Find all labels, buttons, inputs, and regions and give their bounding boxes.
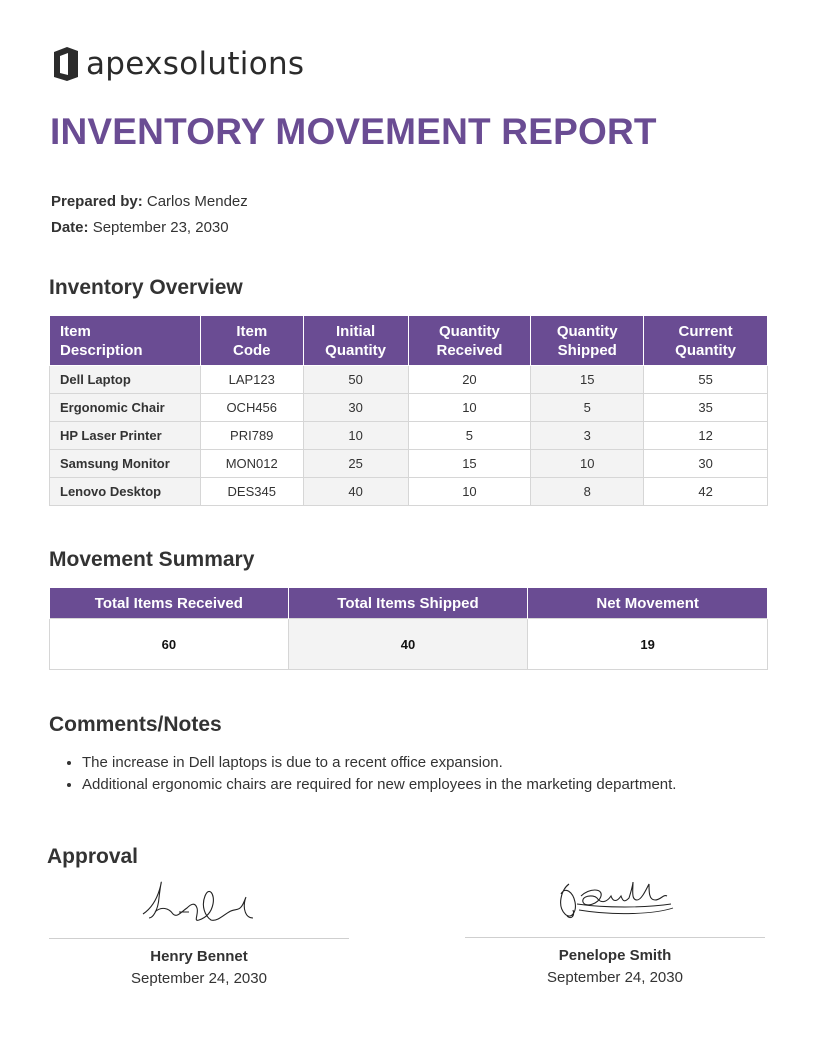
quantity-shipped: 3 (531, 422, 644, 450)
total-shipped-value: 40 (288, 619, 528, 670)
notes-heading: Comments/Notes (49, 713, 222, 736)
column-header: Item Description (50, 316, 201, 366)
table-row (50, 366, 768, 394)
column-header: Current Quantity (644, 316, 768, 366)
net-movement-value: 19 (528, 619, 768, 670)
signer-date: September 24, 2030 (547, 969, 683, 986)
company-logo (51, 46, 304, 82)
approval-heading: Approval (47, 845, 139, 868)
quantity-received: 20 (408, 366, 531, 394)
signature-penelope-image (465, 874, 765, 934)
initial-quantity: 40 (303, 478, 408, 506)
item-code: OCH456 (200, 394, 303, 422)
notes-list (49, 752, 676, 796)
current-quantity: 30 (644, 450, 768, 478)
quantity-received: 10 (408, 478, 531, 506)
signer-date: September 24, 2030 (131, 970, 267, 987)
date-label: Date: (51, 219, 89, 236)
column-header: Initial Quantity (303, 316, 408, 366)
item-description: Dell Laptop (50, 366, 201, 394)
quantity-received: 10 (408, 394, 531, 422)
list-item: • The increase in Dell laptops is due to a recent office expansion. (82, 752, 676, 774)
quantity-shipped: 10 (531, 450, 644, 478)
prepared-by (51, 193, 248, 210)
table-row (50, 422, 768, 450)
column-header: Quantity Shipped (531, 316, 644, 366)
list-item: • Additional ergonomic chairs are required for new employees in the marketing department. (82, 774, 676, 796)
date-value: September 23, 2030 (92, 219, 229, 236)
current-quantity: 42 (644, 478, 768, 506)
signature-line (465, 937, 765, 938)
current-quantity: 12 (644, 422, 768, 450)
quantity-received: 5 (408, 422, 531, 450)
initial-quantity: 25 (303, 450, 408, 478)
table-row (50, 394, 768, 422)
logo-text: apexsolutions (86, 46, 305, 82)
quantity-shipped: 8 (531, 478, 644, 506)
initial-quantity: 30 (303, 394, 408, 422)
item-description: Ergonomic Chair (50, 394, 201, 422)
signer-name: Henry Bennet (150, 948, 248, 965)
column-header: Quantity Received (408, 316, 531, 366)
item-code: DES345 (200, 478, 303, 506)
total-received-value: 60 (50, 619, 289, 670)
inventory-table (49, 316, 768, 506)
item-code: PRI789 (200, 422, 303, 450)
item-description: Samsung Monitor (50, 450, 201, 478)
column-header: Total Items Shipped (288, 588, 528, 619)
movement-summary-table (49, 588, 768, 670)
quantity-shipped: 15 (531, 366, 644, 394)
column-header: Net Movement (528, 588, 768, 619)
prepared-by-label: Prepared by: (51, 193, 143, 210)
item-code: LAP123 (200, 366, 303, 394)
report-date (51, 219, 229, 236)
column-header: Item Code (200, 316, 303, 366)
initial-quantity: 10 (303, 422, 408, 450)
overview-heading: Inventory Overview (49, 276, 243, 299)
current-quantity: 55 (644, 366, 768, 394)
current-quantity: 35 (644, 394, 768, 422)
signature-block-henry (49, 874, 349, 987)
summary-values-row (50, 619, 768, 670)
table-header-row (50, 316, 768, 366)
initial-quantity: 50 (303, 366, 408, 394)
apex-logo-icon (51, 46, 79, 82)
quantity-received: 15 (408, 450, 531, 478)
summary-header-row (50, 588, 768, 619)
page-title: INVENTORY MOVEMENT REPORT (50, 111, 657, 152)
signature-henry-image (49, 874, 349, 934)
table-row (50, 450, 768, 478)
summary-heading: Movement Summary (49, 548, 255, 571)
column-header: Total Items Received (50, 588, 289, 619)
prepared-by-value: Carlos Mendez (146, 193, 248, 210)
signer-name: Penelope Smith (558, 947, 672, 964)
quantity-shipped: 5 (531, 394, 644, 422)
item-code: MON012 (200, 450, 303, 478)
item-description: Lenovo Desktop (50, 478, 201, 506)
signature-block-penelope (465, 874, 765, 986)
signature-line (49, 938, 349, 939)
table-row (50, 478, 768, 506)
item-description: HP Laser Printer (50, 422, 201, 450)
